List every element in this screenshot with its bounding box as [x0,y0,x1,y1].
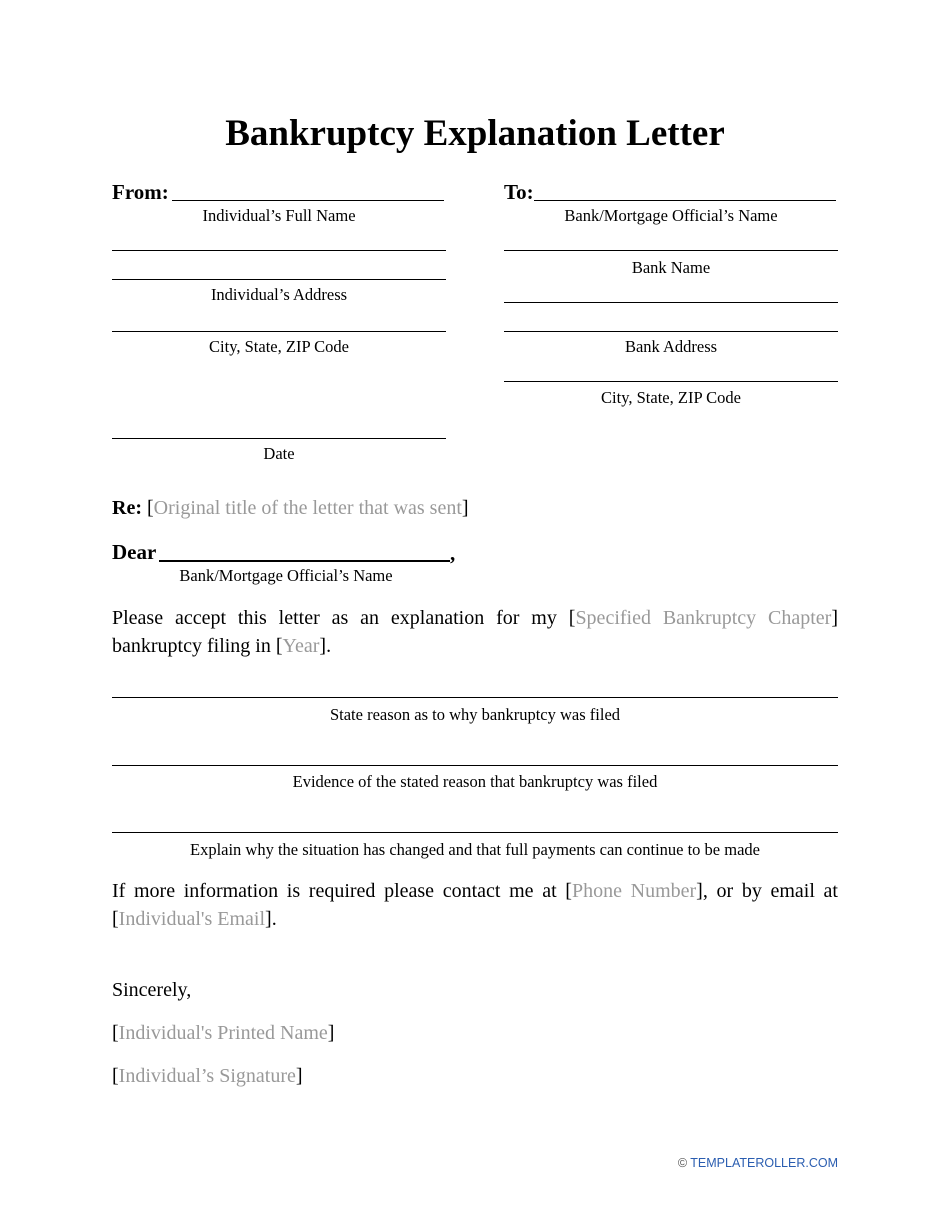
reason-caption: State reason as to why bankruptcy was filed [329,705,621,724]
paragraph-2-line-1: If more information is required please contact me at [Phone Number], or by email at [112,880,838,902]
dear-name-line[interactable] [159,560,450,562]
to-official-caption: Bank/Mortgage Official’s Name [564,206,778,225]
reason-line[interactable] [112,697,838,698]
to-address-line-2[interactable] [504,331,838,332]
printed-name-placeholder[interactable]: Individual's Printed Name [118,1022,328,1044]
phone-placeholder[interactable]: Phone Number [571,880,697,902]
paragraph-2-text: If more information is required please contact me at [112,880,557,902]
re-bracket-open: [ [146,497,154,519]
to-label: To: [504,180,534,204]
paragraph-1-text: Please accept this letter as an explanation for my [112,607,557,629]
to-address-line-1[interactable] [504,302,838,303]
paragraph-1-text-2: bankruptcy filing in [112,635,271,657]
dear-comma: , [450,541,456,565]
paragraph-1-line-2: bankruptcy filing in [Year]. [112,635,332,657]
chapter-field: [Specified Bankruptcy Chapter] [568,607,839,629]
re-bracket-close: ] [461,497,469,519]
to-address-caption: Bank Address [624,337,718,356]
date-caption: Date [263,444,295,463]
to-city-line[interactable] [504,381,838,382]
dear-caption: Bank/Mortgage Official’s Name [179,566,393,585]
to-city-caption: City, State, ZIP Code [601,388,741,407]
from-city-caption: City, State, ZIP Code [209,337,349,356]
from-name-line[interactable] [172,200,444,201]
paragraph-2-line-2: [Individual's Email]. [112,908,277,930]
re-line [112,494,469,522]
footer-brand-link[interactable]: TEMPLATEROLLER.COM [690,1156,838,1170]
from-address-line-1[interactable] [112,250,446,251]
explanation-line[interactable] [112,832,838,833]
date-line[interactable] [112,438,446,439]
email-placeholder[interactable]: Individual's Email [118,908,266,930]
paragraph-1-end: . [326,635,332,657]
printed-name-field: [Individual's Printed Name] [112,1022,335,1044]
to-bank-caption: Bank Name [631,258,711,277]
footer-credit [678,1156,838,1170]
document-title: Bankruptcy Explanation Letter [225,113,725,154]
chapter-placeholder[interactable]: Specified Bankruptcy Chapter [575,607,832,629]
evidence-caption: Evidence of the stated reason that bankruptcy was filed [292,772,658,791]
copyright-icon: © [677,1156,688,1170]
re-label: Re: [112,497,142,519]
sincerely: Sincerely, [112,979,192,1001]
to-bank-line[interactable] [504,250,838,251]
year-placeholder[interactable]: Year [282,635,320,657]
paragraph-1-line-1 [112,604,838,632]
from-city-line[interactable] [112,331,446,332]
signature-field: [Individual’s Signature] [112,1065,303,1087]
dear-label: Dear [112,540,157,564]
from-label: From: [112,180,169,204]
signature-placeholder[interactable]: Individual’s Signature [118,1065,296,1087]
paragraph-2-end: . [271,908,277,930]
from-address-line-2[interactable] [112,279,446,280]
evidence-line[interactable] [112,765,838,766]
re-placeholder[interactable]: Original title of the letter that was sent [153,497,462,519]
to-official-line[interactable] [534,200,836,201]
explanation-caption: Explain why the situation has changed and that full payments can continue to be made [189,840,760,859]
from-address-caption: Individual’s Address [210,285,348,304]
paragraph-2-tail: , or by email at [702,880,838,902]
from-name-caption: Individual’s Full Name [202,206,356,225]
